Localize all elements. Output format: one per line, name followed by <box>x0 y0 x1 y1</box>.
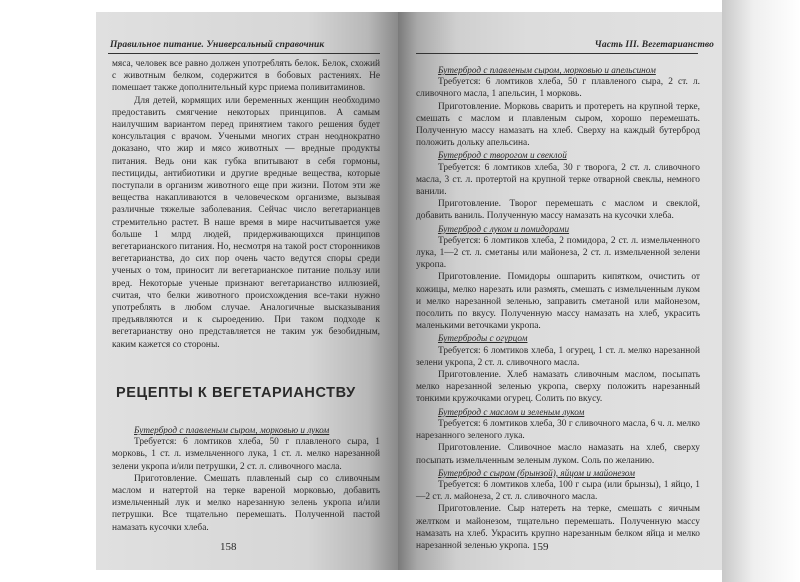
recipe-requires: Требуется: 6 ломтиков хлеба, 50 г плавленого сыра, 1 морковь, 1 ст. л. измельченного лука, 1 ст. л. мелко нарезанной зелени укропа и/или петрушки, 2 ст. л. сливочного масла. <box>112 437 380 472</box>
left-page-number: 158 <box>220 541 237 553</box>
left-recipe <box>112 424 380 534</box>
paragraph: мяса, человек все равно должен употреблять белок. Белок, схожий с животным белком, содержится в бобовых растениях. Не помешает также дополнительный курс приема поливитаминов. <box>112 59 380 94</box>
recipe-requires: Требуется: 6 ломтиков хлеба, 1 огурец, 1 ст. л. мелко нарезанной зелени укропа, 2 ст. л. сливочного масла. <box>416 345 700 368</box>
recipe-title: Бутерброд с творогом и свеклой <box>438 150 567 161</box>
recipe-preparation: Приготовление. Хлеб намазать сливочным маслом, посыпать мелко нарезанной зеленью укропа, сверху положить нарезанный тонкими кружочками огурец. Солить по вкусу. <box>416 370 700 405</box>
recipe-requires: Требуется: 6 ломтиков хлеба, 2 помидора, 2 ст. л. измельченного лука, 1—2 ст. л. сметаны или майонеза, 2 ст. л. измельченной зелени укропа. <box>416 235 700 271</box>
left-running-header: Правильное питание. Универсальный справочник <box>110 40 325 50</box>
recipe-preparation: Приготовление. Творог перемешать с маслом и свеклой, добавить ваниль. Полученную массу намазать на кусочки хлеба. <box>416 199 700 222</box>
section-heading: РЕЦЕПТЫ К ВЕГЕТАРИАНСТВУ <box>116 385 356 401</box>
right-body-text <box>416 64 700 552</box>
recipe-title: Бутерброды с огурцом <box>438 333 528 344</box>
paragraph: Для детей, кормящих или беременных женщин необходимо предоставить смягчение некоторых принципов. А самым наилучшим вариантом перед принятием такого решения будет консультация с врачом. Учеными многих стран неоднократно доказано, что жир и мясо животных — вредные продукты питания. Ведь они как губка впитывают в себя гормоны, пестициды, антибиотики и другие вредные вещества, которые поступали в организм животного еще при жизни. Потом эти же вещества накапливаются в человеческом организме, вызывая различные тяжелые заболевания. Сейчас число вегетарианцев стремительно растет. В наше время в мире насчитывается уже больше 1 млрд людей, придерживающихся принципов вегетарианского питания. Но, несмотря на такой рост сторонников вегетарианства, до сих пор очень часто ведутся споры среди ученых о том, приносит ли вегетарианское питание пользу или вред. Некоторые ученые признают вегетарианство иллюзией, считая, что белки животного происхождения все-таки нужно употреблять в любом случае. Аналогичные высказывания предъявляются и к сыроедению. При таком подходе к вегетарианству оно представляется не таким уж безобидным, каким кажется со стороны. <box>112 95 380 350</box>
recipe-requires: Требуется: 6 ломтиков хлеба, 50 г плавленого сыра, 2 ст. л. сливочного масла, 1 апельсин, 1 морковь. <box>416 77 700 100</box>
page-edge-shadow <box>722 0 800 582</box>
right-header-rule <box>416 53 698 54</box>
recipe-requires: Требуется: 6 ломтиков хлеба, 100 г сыра (или брынзы), 1 яйцо, 1—2 ст. л. майонеза, 2 ст. л. сливочного масла. <box>416 479 700 503</box>
left-header-rule <box>108 53 380 54</box>
left-body-text <box>112 58 380 351</box>
recipe-title: Бутерброд с маслом и зеленым луком <box>438 406 585 417</box>
recipe-requires: Требуется: 6 ломтиков хлеба, 30 г сливочного масла, 6 ч. л. мелко нарезанного зеленого лука. <box>416 418 700 442</box>
right-running-header: Часть III. Вегетарианство <box>594 40 714 50</box>
recipe-preparation: Приготовление. Сыр натереть на терке, смешать с яичным желтком и майонезом, тщательно перемешать. Полученную массу намазать на хлеб. Украсить крупно нарезанным белком яйца и мелко нарезанной зеленью укропа. <box>416 504 700 551</box>
right-page-number: 159 <box>532 541 549 553</box>
recipe-title: Бутерброд с плавленым сыром, морковью и луком <box>134 425 330 435</box>
recipe-preparation: Приготовление. Морковь сварить и протереть на крупной терке, смешать с маслом и плавленым сыром, хорошо перемешать. Полученную массу намазать на хлеб. Сверху на каждый бутерброд положить дольку апельсина. <box>416 101 700 149</box>
recipe-title: Бутерброд с луком и помидорами <box>438 223 570 234</box>
recipe-title: Бутерброд с плавленым сыром, морковью и апельсином <box>438 65 656 75</box>
recipe-preparation: Приготовление. Сливочное масло намазать на хлеб, сверху посыпать измельченным зеленым луком. Соль по желанию. <box>416 443 700 466</box>
recipe-title: Бутерброд с сыром (брынзой), яйцом и майонезом <box>438 467 635 478</box>
recipe-preparation: Приготовление. Смешать плавленый сыр со сливочным маслом и натертой на терке вареной морковью, добавить измельченный лук и мелко нарезанную зелень укропа и/или петрушки. Все тщательно перемешать. Полученной пастой намазать кусочки хлеба. <box>112 473 380 533</box>
recipe-requires: Требуется: 6 ломтиков хлеба, 30 г творога, 2 ст. л. сливочного масла, 3 ст. л. протертой на крупной терке отварной свеклы, немного ванили. <box>416 162 700 198</box>
recipe-preparation: Приготовление. Помидоры ошпарить кипятком, очистить от кожицы, мелко нарезать или размять, смешать с измельченным луком и мелко нарезанной зеленью, заправить сметаной или майонезом, посолить по вкусу. Полученную массу намазать на хлеб, украсить маленькими веточками укропа. <box>416 272 700 332</box>
